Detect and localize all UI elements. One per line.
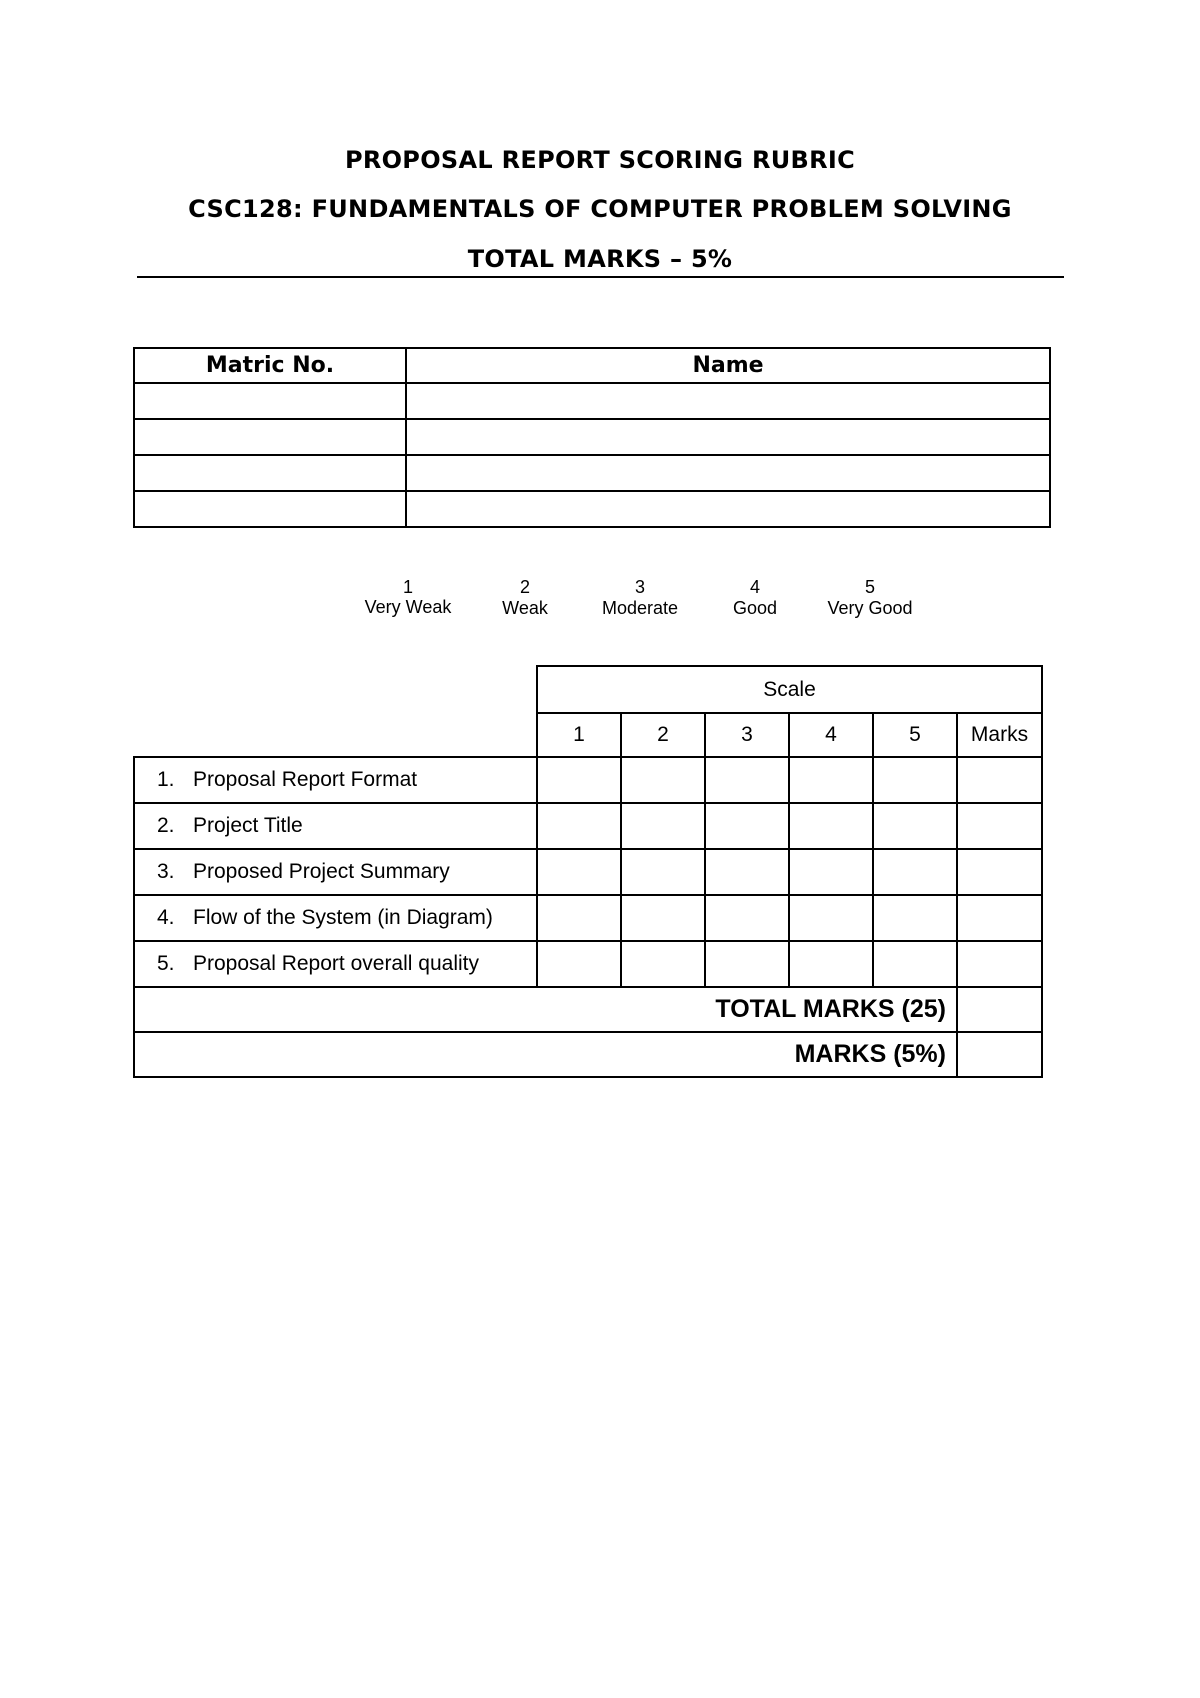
- score-cell[interactable]: [873, 757, 957, 803]
- criterion-row: [134, 803, 1042, 849]
- criterion-label: [134, 757, 537, 803]
- marks-cell[interactable]: [957, 757, 1042, 803]
- matric-no-header: Matric No.: [134, 348, 406, 383]
- legend-item-weak: [465, 577, 585, 619]
- marks-cell[interactable]: [957, 895, 1042, 941]
- score-cell[interactable]: [705, 757, 789, 803]
- percent-marks-label: MARKS (5%): [134, 1032, 957, 1077]
- legend-item-very-weak: [348, 577, 468, 618]
- name-cell[interactable]: [406, 383, 1050, 419]
- score-cell[interactable]: [537, 849, 621, 895]
- score-cell[interactable]: [537, 757, 621, 803]
- matric-no-cell[interactable]: [134, 383, 406, 419]
- members-row: [134, 455, 1050, 491]
- course-title: CSC128: FUNDAMENTALS OF COMPUTER PROBLEM SOLVING: [188, 195, 1012, 223]
- members-row: [134, 419, 1050, 455]
- score-cell[interactable]: [705, 849, 789, 895]
- criterion-label: [134, 895, 537, 941]
- criterion-text: Flow of the System (in Diagram): [193, 906, 493, 929]
- percent-marks-cell[interactable]: [957, 1032, 1042, 1077]
- criterion-row: [134, 941, 1042, 987]
- legend-label: Moderate: [601, 598, 679, 618]
- criterion-label: [134, 803, 537, 849]
- score-cell[interactable]: [873, 895, 957, 941]
- marks-column-header: Marks: [957, 713, 1042, 757]
- matric-no-cell[interactable]: [134, 491, 406, 527]
- total-marks-cell[interactable]: [957, 987, 1042, 1032]
- members-row: [134, 491, 1050, 527]
- total-marks-label: TOTAL MARKS (25): [134, 987, 957, 1032]
- score-cell[interactable]: [537, 803, 621, 849]
- name-cell[interactable]: [406, 455, 1050, 491]
- name-cell[interactable]: [406, 491, 1050, 527]
- score-cell[interactable]: [789, 849, 873, 895]
- scale-header: Scale: [537, 666, 1042, 713]
- marks-cell[interactable]: [957, 803, 1042, 849]
- criterion-number: 4.: [157, 906, 175, 929]
- scale-column-header: 3: [705, 713, 789, 757]
- score-cell[interactable]: [789, 757, 873, 803]
- document-title: PROPOSAL REPORT SCORING RUBRIC: [344, 146, 856, 174]
- score-cell[interactable]: [873, 941, 957, 987]
- criterion-label: [134, 849, 537, 895]
- criterion-text: Project Title: [193, 814, 303, 837]
- score-cell[interactable]: [873, 803, 957, 849]
- criterion-number: 2.: [157, 814, 175, 837]
- percent-marks-row: [134, 1032, 1042, 1077]
- header-divider: [137, 276, 1064, 278]
- name-cell[interactable]: [406, 419, 1050, 455]
- score-cell[interactable]: [537, 895, 621, 941]
- criterion-number: 5.: [157, 952, 175, 975]
- legend-label: Very Good: [827, 598, 913, 618]
- members-row: [134, 383, 1050, 419]
- scale-column-header: 1: [537, 713, 621, 757]
- score-cell[interactable]: [705, 941, 789, 987]
- legend-label: Good: [732, 598, 778, 618]
- rubric-table: [133, 665, 1043, 1078]
- members-table: [133, 347, 1051, 528]
- criterion-row: [134, 849, 1042, 895]
- marks-cell[interactable]: [957, 849, 1042, 895]
- criterion-number: 1.: [157, 768, 175, 791]
- total-marks-heading: TOTAL MARKS – 5%: [467, 245, 733, 273]
- score-cell[interactable]: [789, 803, 873, 849]
- criterion-label: [134, 941, 537, 987]
- criterion-row: [134, 895, 1042, 941]
- score-cell[interactable]: [621, 803, 705, 849]
- score-cell[interactable]: [621, 849, 705, 895]
- scale-column-header: 2: [621, 713, 705, 757]
- score-cell[interactable]: [621, 895, 705, 941]
- legend-label: Weak: [502, 598, 548, 618]
- score-cell[interactable]: [621, 941, 705, 987]
- legend-number: 5: [864, 577, 875, 597]
- score-cell[interactable]: [873, 849, 957, 895]
- name-header: Name: [406, 348, 1050, 383]
- legend-item-very-good: [810, 577, 930, 619]
- criterion-text: Proposal Report overall quality: [193, 952, 479, 975]
- members-header-row: [134, 348, 1050, 383]
- score-cell[interactable]: [705, 895, 789, 941]
- criterion-text: Proposal Report Format: [193, 768, 418, 791]
- score-cell[interactable]: [621, 757, 705, 803]
- criterion-row: [134, 757, 1042, 803]
- score-cell[interactable]: [789, 895, 873, 941]
- score-cell[interactable]: [537, 941, 621, 987]
- rubric-corner-cell: [134, 666, 537, 757]
- legend-number: 4: [749, 577, 760, 597]
- scale-column-header: 5: [873, 713, 957, 757]
- rubric-scale-row: [134, 666, 1042, 713]
- criterion-text: Proposed Project Summary: [193, 860, 450, 883]
- scale-column-header: 4: [789, 713, 873, 757]
- matric-no-cell[interactable]: [134, 455, 406, 491]
- total-marks-row: [134, 987, 1042, 1032]
- legend-number: 2: [519, 577, 530, 597]
- score-cell[interactable]: [789, 941, 873, 987]
- legend-label: Very Weak: [364, 597, 452, 617]
- score-cell[interactable]: [705, 803, 789, 849]
- matric-no-cell[interactable]: [134, 419, 406, 455]
- legend-item-good: [695, 577, 815, 619]
- criterion-number: 3.: [157, 860, 175, 883]
- legend-item-moderate: [580, 577, 700, 619]
- legend-number: 1: [402, 577, 413, 597]
- marks-cell[interactable]: [957, 941, 1042, 987]
- legend-number: 3: [634, 577, 645, 597]
